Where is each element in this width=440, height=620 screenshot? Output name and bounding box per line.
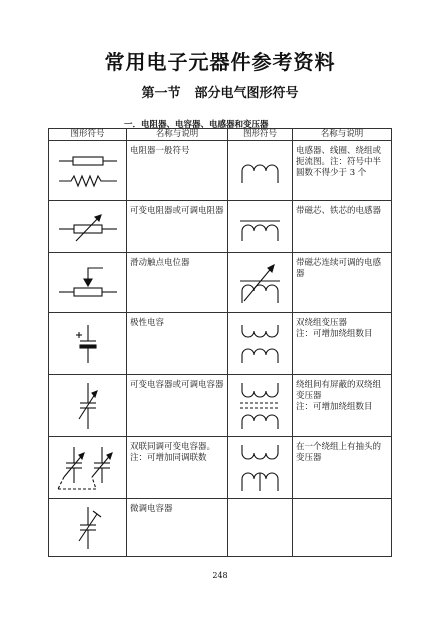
trimmer-capacitor-icon [49,499,127,557]
symbol-description: 双联同调可变电容器。 注：可增加同调联数 [130,442,216,463]
symbol-description: 绕组间有屏蔽的双绕组变压器 注：可增加绕组数目 [296,380,382,412]
subsection-heading: 一．电阻器、电容器、电感器和变压器 [124,120,269,130]
page-number: 248 [212,571,228,580]
inductor-icon [228,141,293,201]
page-title: 常用电子元器件参考资料 [104,50,336,74]
table-row [49,375,392,437]
dual-winding-transformer-icon [228,313,293,375]
polarized-capacitor-icon [49,313,127,375]
symbol-description: 电阻器一般符号 [130,146,190,156]
ganged-capacitor-icon [49,437,127,499]
symbol-description: 可变电阻器或可调电阻器 [130,206,224,216]
symbol-description: 滑动触点电位器 [130,258,190,268]
header-description: 名称与说明 [293,129,392,141]
table-row [49,499,392,557]
section-number: 第一节 [141,86,181,101]
variable-resistor-icon [49,201,127,253]
header-description: 名称与说明 [127,129,228,141]
empty-cell [228,499,293,557]
symbol-description: 可变电容器或可调电容器 [130,380,224,390]
header-symbol: 图形符号 [228,129,293,141]
section-title: 部分电气图形符号 [194,86,299,101]
shielded-transformer-icon [228,375,293,437]
tapped-transformer-icon [228,437,293,499]
symbol-table [48,128,392,557]
adjustable-core-inductor-icon [228,253,293,313]
symbol-description: 电感器、线圈、绕组或扼流图。注：符号中半圆数不得少于 3 个 [296,146,382,178]
table-row [49,253,392,313]
resistor-general-icon [49,141,127,201]
magnetic-core-inductor-icon [228,201,293,253]
symbol-description: 带磁芯连续可调的电感器 [296,258,382,279]
symbol-description: 极性电容 [130,318,165,328]
table-row [49,313,392,375]
table-row [49,201,392,253]
section-heading [0,82,440,101]
symbol-description: 微调电容器 [130,504,173,514]
symbol-description: 带磁芯、铁芯的电感器 [296,206,382,216]
variable-capacitor-icon [49,375,127,437]
symbol-description: 双绕组变压器 注：可增加绕组数目 [296,318,373,339]
table-header-row [49,129,392,141]
symbol-description: 在一个绕组上有抽头的变压器 [296,442,382,463]
table-row [49,141,392,201]
potentiometer-icon [49,253,127,313]
table-row [49,437,392,499]
header-symbol: 图形符号 [49,129,127,141]
